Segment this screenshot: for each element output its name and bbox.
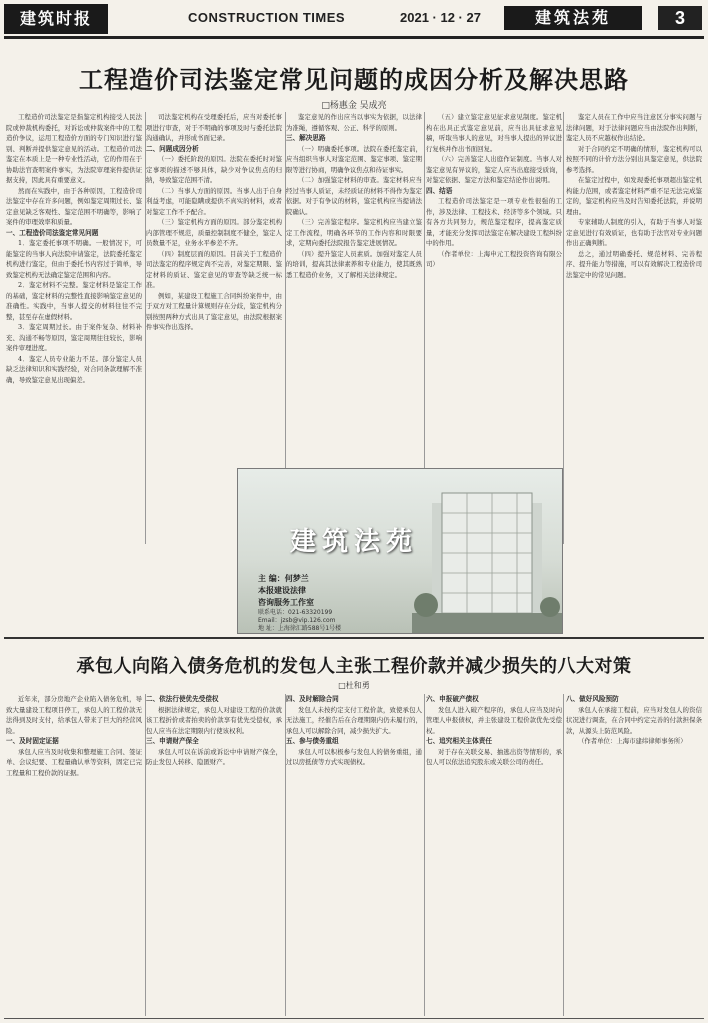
- body-paragraph: 承包人应当及时收集和整理施工合同、签证单、会议纪要、工程量确认单等资料，固定已完工程量和工程价款的证据。: [6, 747, 142, 777]
- section-subheading: 二、依法行使优先受偿权: [146, 695, 219, 703]
- body-paragraph: 工程造价司法鉴定是一项专业性很强的工作，涉及法律、工程技术、经济等多个领域。只有各方共同努力，规范鉴定程序，提高鉴定质量，才能充分发挥司法鉴定在解决建设工程纠纷中的作用。: [426, 197, 562, 247]
- section-subheading: 三、解决思路: [286, 134, 326, 142]
- body-paragraph: 工程造价司法鉴定是指鉴定机构接受人民法院或仲裁机构委托，对诉讼或仲裁案件中的工程造价争议，运用工程造价方面的专门知识进行鉴别、判断并提供鉴定意见的活动。工程造价司法鉴定在本质上是一种专业性活动，它的作用在于协助法官查明案件事实，为法院审理案件提供证据支持，因此具有重要意义。: [6, 113, 142, 184]
- body-paragraph: 对于存在关联交易、抽逃出资等情形的，承包人可以依法追究股东或关联公司的责任。: [426, 747, 562, 766]
- body-paragraph: 承包人可以积极参与发包人的债务重组，通过以房抵债等方式实现债权。: [286, 747, 422, 766]
- body-paragraph: 专家辅助人制度的引入，有助于当事人对鉴定意见进行有效质证，也有助于法官对专业问题作出正确判断。: [566, 218, 702, 247]
- column-divider: [285, 694, 286, 1016]
- article1-column: [566, 112, 702, 542]
- contact-line: 联系电话：021-63320199: [258, 609, 333, 616]
- article2-byline: □杜和勇: [338, 681, 370, 690]
- body-paragraph: 发包人进入破产程序的，承包人应当及时向管理人申报债权，并主张建设工程价款优先受偿权。: [426, 705, 562, 735]
- body-paragraph: （四）提升鉴定人员素质。加强对鉴定人员的培训，提高其法律素养和专业能力，使其既熟悉工程造价业务，又了解相关法律规定。: [286, 249, 422, 279]
- page-number: 3: [658, 6, 702, 30]
- contact-line: Email：jzsb@vip.126.com: [258, 617, 336, 624]
- section-subheading: 二、问题成因分析: [146, 144, 199, 153]
- article1-byline: □杨惠金 吴成亮: [321, 101, 387, 111]
- column-divider: [145, 694, 146, 1016]
- article1-headline: 工程造价司法鉴定常见问题的成因分析及解决思路: [79, 66, 629, 94]
- column-divider: [563, 112, 564, 544]
- column-divider: [424, 694, 425, 1016]
- body-paragraph: （五）建立鉴定意见征求意见制度。鉴定机构在出具正式鉴定意见前，应当出具征求意见稿，听取当事人的意见，对当事人提出的异议进行复核并作出书面回复。: [426, 113, 562, 153]
- body-paragraph: 总之，通过明确委托、规范材料、完善程序、提升能力等措施，可以有效解决工程造价司法鉴定中的常见问题。: [566, 249, 702, 279]
- article2-body: [6, 694, 702, 1016]
- body-paragraph: 承包人可以在诉前或诉讼中申请财产保全，防止发包人转移、隐匿财产。: [146, 747, 282, 766]
- body-paragraph: 在鉴定过程中，如发现委托事项超出鉴定机构能力范围，或者鉴定材料严重不足无法完成鉴定的，鉴定机构应当及时告知委托法院，并说明理由。: [566, 176, 702, 216]
- section-subheading: 六、申报破产债权: [426, 695, 479, 703]
- body-paragraph: 1．鉴定委托事项不明确。一般情况下，可能鉴定的当事人向法院申请鉴定，法院委托鉴定机构进行鉴定，但由于委托书内容过于简单，导致鉴定机构无法确定鉴定范围和内容。: [6, 239, 142, 279]
- article2-column: [146, 694, 282, 1016]
- body-paragraph: 然而在实践中，由于各种原因，工程造价司法鉴定中存在许多问题，例如鉴定周期过长、鉴定意见缺乏客观性、鉴定范围不明确等，影响了案件的审理效率和质量。: [6, 186, 142, 226]
- masthead: [4, 4, 704, 34]
- body-paragraph: （六）完善鉴定人出庭作证制度。当事人对鉴定意见有异议的，鉴定人应当出庭接受质询，对鉴定依据、鉴定方法和鉴定结论作出说明。: [426, 155, 562, 184]
- section-subheading: 八、做好风险预防: [566, 695, 619, 703]
- newspaper-english-name: CONSTRUCTION TIMES: [188, 10, 346, 25]
- article1-column: [6, 112, 142, 542]
- article2-headline: 承包人向陷入债务危机的发包人主张工程价款并减少损失的八大对策: [76, 656, 632, 677]
- article2-column: [566, 694, 702, 1016]
- column-divider: [145, 112, 146, 544]
- body-paragraph: （三）鉴定机构方面的原因。部分鉴定机构内部管理不规范，质量控制制度不健全，鉴定人员数量不足，业务水平参差不齐。: [146, 218, 282, 247]
- body-paragraph: 鉴定意见的作出应当以事实为依据，以法律为准绳，遵循客观、公正、科学的原则。: [286, 113, 422, 132]
- newspaper-brand: 建筑时报: [4, 4, 108, 34]
- issue-date: 2021 · 12 · 27: [400, 10, 481, 25]
- column-divider: [563, 694, 564, 1016]
- section-subheading: 四、结语: [426, 186, 453, 195]
- feature-host: 主 编：何梦兰: [258, 574, 309, 583]
- building-illustration: [412, 483, 562, 633]
- body-paragraph: 近年来，部分房地产企业陷入债务危机，导致大量建设工程项目停工，承包人的工程价款无法得到及时支付，给承包人带来了巨大的经营风险。: [6, 695, 142, 735]
- body-paragraph: （一）委托阶段的原因。法院在委托时对鉴定事项的描述不够具体，缺少对争议焦点的归纳，导致鉴定范围不清。: [146, 155, 282, 184]
- section-subheading: 一、工程造价司法鉴定常见问题: [6, 228, 99, 237]
- body-paragraph: 承包人在承接工程前，应当对发包人的资信状况进行调查，在合同中约定完善的付款担保条款，从源头上防范风险。: [566, 705, 702, 735]
- section-subheading: 三、申请财产保全: [146, 737, 199, 745]
- article2-column: [6, 694, 142, 1016]
- section-subheading: 五、参与债务重组: [286, 737, 339, 745]
- body-paragraph: （作者单位：上海市建纬律师事务所）: [578, 737, 687, 745]
- body-paragraph: 对于合同约定不明确的情形，鉴定机构可以按照不同的计价方法分别出具鉴定意见，供法院参考选择。: [566, 144, 702, 174]
- body-paragraph: 根据法律规定，承包人对建设工程的价款就该工程折价或者拍卖的价款享有优先受偿权，承包人应当在法定期限内行使该权利。: [146, 705, 282, 735]
- section-title: 建筑法苑: [504, 6, 642, 30]
- body-paragraph: （四）制度层面的原因。目前关于工程造价司法鉴定的程序规定尚不完善，对鉴定期限、鉴定材料的质证、鉴定意见的审查等缺乏统一标准。: [146, 249, 282, 289]
- feature-title: 建筑法苑: [290, 527, 419, 557]
- body-paragraph: （三）完善鉴定程序。鉴定机构应当建立鉴定工作流程，明确各环节的工作内容和时限要求，定期向委托法院报告鉴定进展情况。: [286, 218, 422, 247]
- feature-column-name: 本报建设法律: [258, 586, 306, 595]
- section-rule: [4, 637, 704, 639]
- body-paragraph: 例如，某建设工程施工合同纠纷案件中，由于双方对工程量计算规则存在分歧，鉴定机构分别按照两种方式出具了鉴定意见，由法院根据案件事实作出选择。: [146, 291, 282, 331]
- body-paragraph: 3．鉴定周期过长。由于案件复杂、材料补充、沟通不畅等原因，鉴定周期往往较长，影响案件审理进度。: [6, 323, 142, 352]
- section-subheading: 四、及时解除合同: [286, 695, 339, 703]
- body-paragraph: （作者单位：上海申元工程投资咨询有限公司）: [426, 249, 562, 268]
- header-rule: [4, 36, 704, 39]
- feature-studio-name: 咨询服务工作室: [258, 598, 314, 607]
- body-paragraph: 2．鉴定材料不完整。鉴定材料是鉴定工作的基础，鉴定材料的完整性直接影响鉴定意见的准确性。实践中，当事人提交的材料往往不完整，甚至存在虚假材料。: [6, 281, 142, 321]
- body-paragraph: （一）明确委托事项。法院在委托鉴定前，应当组织当事人对鉴定范围、鉴定事项、鉴定期限等进行协商，明确争议焦点和待证事实。: [286, 144, 422, 174]
- footer-rule: [4, 1018, 704, 1019]
- section-subheading: 一、及时固定证据: [6, 737, 59, 745]
- article2-column: [426, 694, 562, 1016]
- article2-column: [286, 694, 422, 1016]
- body-paragraph: （二）加强鉴定材料的审查。鉴定材料应当经过当事人质证，未经质证的材料不得作为鉴定依据。对于有争议的材料，鉴定机构应当提请法院确认。: [286, 176, 422, 216]
- body-paragraph: 发包人未按约定支付工程价款，致使承包人无法施工，经催告后在合理期限内仍未履行的，承包人可以解除合同，减少损失扩大。: [286, 705, 422, 735]
- body-paragraph: 鉴定人员在工作中应当注意区分事实问题与法律问题，对于法律问题应当由法院作出判断，鉴定人员不应越权作出结论。: [566, 113, 702, 142]
- section-subheading: 七、追究相关主体责任: [426, 737, 492, 745]
- contact-line: 地 址：上海徐汇路588号1号楼: [258, 625, 342, 632]
- feature-banner: [237, 468, 563, 634]
- feature-contacts: [258, 573, 378, 633]
- body-paragraph: 司法鉴定机构在受理委托后，应当对委托事项进行审查，对于不明确的事项及时与委托法院沟通确认，并形成书面记录。: [146, 113, 282, 142]
- body-paragraph: （二）当事人方面的原因。当事人出于自身利益考虑，可能隐瞒或提供不真实的材料，或者对鉴定工作不予配合。: [146, 186, 282, 216]
- body-paragraph: 4．鉴定人员专业能力不足。部分鉴定人员缺乏法律知识和实践经验，对合同条款理解不准确，导致鉴定意见出现偏差。: [6, 354, 142, 384]
